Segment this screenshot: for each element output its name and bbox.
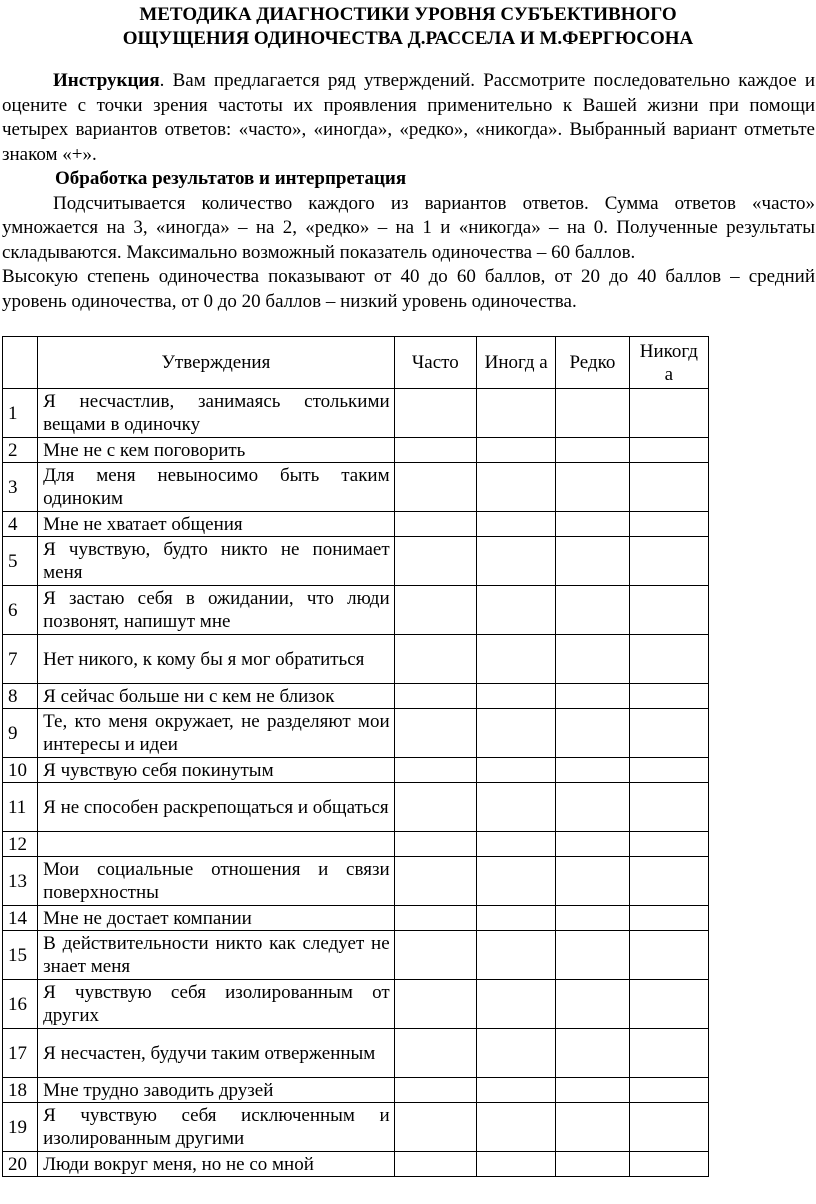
processing-paragraph-1: Подсчитывается количество каждого из вариантов ответов. Сумма ответов «часто» умножается на 3, «иногда» – на 2, «редко» – на 1 и «никогда» – на 0. Полученные результаты складываются. Максимально возможный показатель одиночества – 60 баллов. bbox=[2, 192, 815, 263]
statement-text: Я чувствую себя покинутым bbox=[38, 758, 395, 783]
answer-cell-rarely[interactable] bbox=[556, 389, 629, 438]
processing-heading: Обработка результатов и интерпретация bbox=[55, 168, 407, 189]
row-number: 18 bbox=[3, 1078, 38, 1103]
table-row bbox=[3, 857, 709, 906]
answer-cell-sometimes[interactable] bbox=[476, 635, 555, 684]
answer-cell-often[interactable] bbox=[394, 931, 476, 980]
instruction-text: . Вам предлагается ряд утверждений. Рассмотрите последовательно каждое и оцените с точки зрения частоты их проявления применительно к Вашей жизни при помощи четырех вариантов ответов: «часто», «иногда», «редко», «никогда». Выбранный вариант отметьте знаком «+». bbox=[2, 70, 815, 165]
answer-cell-never[interactable] bbox=[629, 857, 708, 906]
row-number: 10 bbox=[3, 758, 38, 783]
row-number: 6 bbox=[3, 586, 38, 635]
statement-text: Я чувствую себя изолированным от других bbox=[38, 980, 395, 1029]
answer-cell-never[interactable] bbox=[629, 783, 708, 832]
table-row bbox=[3, 931, 709, 980]
processing-paragraph-2: Высокую степень одиночества показывают от 40 до 60 баллов, от 20 до 40 баллов – средний уровень одиночества, от 0 до 20 баллов – низкий уровень одиночества. bbox=[2, 266, 815, 312]
answer-cell-often[interactable] bbox=[394, 1029, 476, 1078]
answer-cell-rarely[interactable] bbox=[556, 980, 629, 1029]
table-row bbox=[3, 709, 709, 758]
answer-cell-sometimes[interactable] bbox=[476, 438, 555, 463]
answer-cell-never[interactable] bbox=[629, 635, 708, 684]
answer-cell-rarely[interactable] bbox=[556, 709, 629, 758]
answer-cell-never[interactable] bbox=[629, 832, 708, 857]
answer-cell-never[interactable] bbox=[629, 1078, 708, 1103]
statement-text: Мне не хватает общения bbox=[38, 512, 395, 537]
instruction-block bbox=[2, 69, 815, 314]
statement-text: Я застаю себя в ожидании, что люди позвонят, напишут мне bbox=[38, 586, 395, 635]
answer-cell-sometimes[interactable] bbox=[476, 537, 555, 586]
answer-cell-sometimes[interactable] bbox=[476, 980, 555, 1029]
answer-cell-never[interactable] bbox=[629, 906, 708, 931]
answer-cell-rarely[interactable] bbox=[556, 586, 629, 635]
answer-cell-sometimes[interactable] bbox=[476, 709, 555, 758]
answer-cell-sometimes[interactable] bbox=[476, 512, 555, 537]
statement-text: Я чувствую себя исключенным и изолированным другими bbox=[38, 1103, 395, 1152]
row-number: 8 bbox=[3, 684, 38, 709]
row-number: 11 bbox=[3, 783, 38, 832]
table-row bbox=[3, 758, 709, 783]
row-number: 14 bbox=[3, 906, 38, 931]
instruction-label: Инструкция bbox=[53, 70, 160, 91]
answer-cell-sometimes[interactable] bbox=[476, 463, 555, 512]
statement-text bbox=[38, 832, 395, 857]
answer-cell-sometimes[interactable] bbox=[476, 832, 555, 857]
answer-cell-rarely[interactable] bbox=[556, 1152, 629, 1177]
answer-cell-often[interactable] bbox=[394, 1103, 476, 1152]
answer-cell-often[interactable] bbox=[394, 463, 476, 512]
table-row bbox=[3, 635, 709, 684]
answer-cell-sometimes[interactable] bbox=[476, 783, 555, 832]
table-row bbox=[3, 832, 709, 857]
statement-text: Я несчастен, будучи таким отверженным bbox=[38, 1029, 395, 1078]
answer-cell-sometimes[interactable] bbox=[476, 1152, 555, 1177]
answer-cell-rarely[interactable] bbox=[556, 1103, 629, 1152]
table-row bbox=[3, 463, 709, 512]
row-number: 9 bbox=[3, 709, 38, 758]
table-header-row bbox=[3, 337, 709, 389]
table-row bbox=[3, 389, 709, 438]
answer-cell-often[interactable] bbox=[394, 709, 476, 758]
answer-cell-never[interactable] bbox=[629, 389, 708, 438]
answer-cell-rarely[interactable] bbox=[556, 758, 629, 783]
answer-cell-often[interactable] bbox=[394, 586, 476, 635]
answer-cell-sometimes[interactable] bbox=[476, 389, 555, 438]
answer-cell-often[interactable] bbox=[394, 758, 476, 783]
statement-text: Мне трудно заводить друзей bbox=[38, 1078, 395, 1103]
table-row bbox=[3, 438, 709, 463]
title-line-1: МЕТОДИКА ДИАГНОСТИКИ УРОВНЯ СУБЪЕКТИВНОГО bbox=[139, 4, 677, 25]
answer-cell-often[interactable] bbox=[394, 684, 476, 709]
statement-text: Мне не с кем поговорить bbox=[38, 438, 395, 463]
answer-cell-often[interactable] bbox=[394, 906, 476, 931]
table-row bbox=[3, 1103, 709, 1152]
answer-cell-sometimes[interactable] bbox=[476, 684, 555, 709]
row-number: 16 bbox=[3, 980, 38, 1029]
row-number: 15 bbox=[3, 931, 38, 980]
answer-cell-never[interactable] bbox=[629, 438, 708, 463]
row-number: 1 bbox=[3, 389, 38, 438]
answer-cell-never[interactable] bbox=[629, 512, 708, 537]
answer-cell-sometimes[interactable] bbox=[476, 1103, 555, 1152]
statement-text: Я не способен раскрепощаться и общаться bbox=[38, 783, 395, 832]
answer-cell-rarely[interactable] bbox=[556, 512, 629, 537]
row-number: 7 bbox=[3, 635, 38, 684]
document-title bbox=[0, 3, 816, 51]
answer-cell-rarely[interactable] bbox=[556, 537, 629, 586]
table-row bbox=[3, 512, 709, 537]
answer-cell-rarely[interactable] bbox=[556, 684, 629, 709]
row-number: 13 bbox=[3, 857, 38, 906]
answer-cell-sometimes[interactable] bbox=[476, 857, 555, 906]
table-row bbox=[3, 783, 709, 832]
statement-text: Я сейчас больше ни с кем не близок bbox=[38, 684, 395, 709]
statement-text: Люди вокруг меня, но не со мной bbox=[38, 1152, 395, 1177]
table-row bbox=[3, 684, 709, 709]
answer-cell-never[interactable] bbox=[629, 537, 708, 586]
statement-text: Для меня невыносимо быть таким одиноким bbox=[38, 463, 395, 512]
answer-cell-often[interactable] bbox=[394, 537, 476, 586]
header-sometimes: Иногд а bbox=[476, 337, 555, 389]
instruction-paragraph bbox=[2, 69, 815, 167]
statement-text: Я чувствую, будто никто не понимает меня bbox=[38, 537, 395, 586]
answer-cell-never[interactable] bbox=[629, 709, 708, 758]
answer-cell-never[interactable] bbox=[629, 463, 708, 512]
table-row bbox=[3, 1152, 709, 1177]
header-rarely: Редко bbox=[556, 337, 629, 389]
header-never: Никогд а bbox=[629, 337, 708, 389]
header-statements: Утверждения bbox=[38, 337, 395, 389]
table-row bbox=[3, 906, 709, 931]
answer-cell-often[interactable] bbox=[394, 1152, 476, 1177]
answer-cell-rarely[interactable] bbox=[556, 438, 629, 463]
answer-cell-never[interactable] bbox=[629, 931, 708, 980]
row-number: 5 bbox=[3, 537, 38, 586]
answer-cell-never[interactable] bbox=[629, 1029, 708, 1078]
answer-cell-rarely[interactable] bbox=[556, 635, 629, 684]
row-number: 19 bbox=[3, 1103, 38, 1152]
answer-cell-often[interactable] bbox=[394, 635, 476, 684]
answer-cell-never[interactable] bbox=[629, 1152, 708, 1177]
answer-cell-sometimes[interactable] bbox=[476, 758, 555, 783]
statement-text: Те, кто меня окружает, не разделяют мои интересы и идеи bbox=[38, 709, 395, 758]
row-number: 2 bbox=[3, 438, 38, 463]
table-row bbox=[3, 586, 709, 635]
answer-cell-rarely[interactable] bbox=[556, 906, 629, 931]
answer-cell-rarely[interactable] bbox=[556, 832, 629, 857]
row-number: 3 bbox=[3, 463, 38, 512]
answer-cell-never[interactable] bbox=[629, 586, 708, 635]
answer-cell-rarely[interactable] bbox=[556, 1029, 629, 1078]
title-line-2: ОЩУЩЕНИЯ ОДИНОЧЕСТВА Д.РАССЕЛА И М.ФЕРГЮСОНА bbox=[122, 28, 694, 49]
questionnaire-table bbox=[2, 336, 709, 1177]
statement-text: В действительности никто как следует не знает меня bbox=[38, 931, 395, 980]
answer-cell-sometimes[interactable] bbox=[476, 1029, 555, 1078]
answer-cell-rarely[interactable] bbox=[556, 857, 629, 906]
statement-text: Нет никого, к кому бы я мог обратиться bbox=[38, 635, 395, 684]
answer-cell-sometimes[interactable] bbox=[476, 906, 555, 931]
answer-cell-often[interactable] bbox=[394, 857, 476, 906]
row-number: 4 bbox=[3, 512, 38, 537]
header-num-cell bbox=[3, 337, 38, 389]
answer-cell-often[interactable] bbox=[394, 783, 476, 832]
row-number: 17 bbox=[3, 1029, 38, 1078]
row-number: 12 bbox=[3, 832, 38, 857]
answer-cell-often[interactable] bbox=[394, 832, 476, 857]
statement-text: Я несчастлив, занимаясь столькими вещами в одиночку bbox=[38, 389, 395, 438]
table-row bbox=[3, 1078, 709, 1103]
statement-text: Мои социальные отношения и связи поверхностны bbox=[38, 857, 395, 906]
answer-cell-never[interactable] bbox=[629, 1103, 708, 1152]
answer-cell-rarely[interactable] bbox=[556, 783, 629, 832]
answer-cell-sometimes[interactable] bbox=[476, 1078, 555, 1103]
answer-cell-often[interactable] bbox=[394, 512, 476, 537]
table-row bbox=[3, 980, 709, 1029]
answer-cell-never[interactable] bbox=[629, 758, 708, 783]
table-row bbox=[3, 537, 709, 586]
answer-cell-often[interactable] bbox=[394, 438, 476, 463]
statement-text: Мне не достает компании bbox=[38, 906, 395, 931]
answer-cell-sometimes[interactable] bbox=[476, 931, 555, 980]
answer-cell-sometimes[interactable] bbox=[476, 586, 555, 635]
answer-cell-rarely[interactable] bbox=[556, 1078, 629, 1103]
answer-cell-often[interactable] bbox=[394, 980, 476, 1029]
answer-cell-never[interactable] bbox=[629, 980, 708, 1029]
answer-cell-often[interactable] bbox=[394, 1078, 476, 1103]
answer-cell-rarely[interactable] bbox=[556, 463, 629, 512]
answer-cell-often[interactable] bbox=[394, 389, 476, 438]
answer-cell-never[interactable] bbox=[629, 684, 708, 709]
table-row bbox=[3, 1029, 709, 1078]
row-number: 20 bbox=[3, 1152, 38, 1177]
answer-cell-rarely[interactable] bbox=[556, 931, 629, 980]
header-often: Часто bbox=[394, 337, 476, 389]
